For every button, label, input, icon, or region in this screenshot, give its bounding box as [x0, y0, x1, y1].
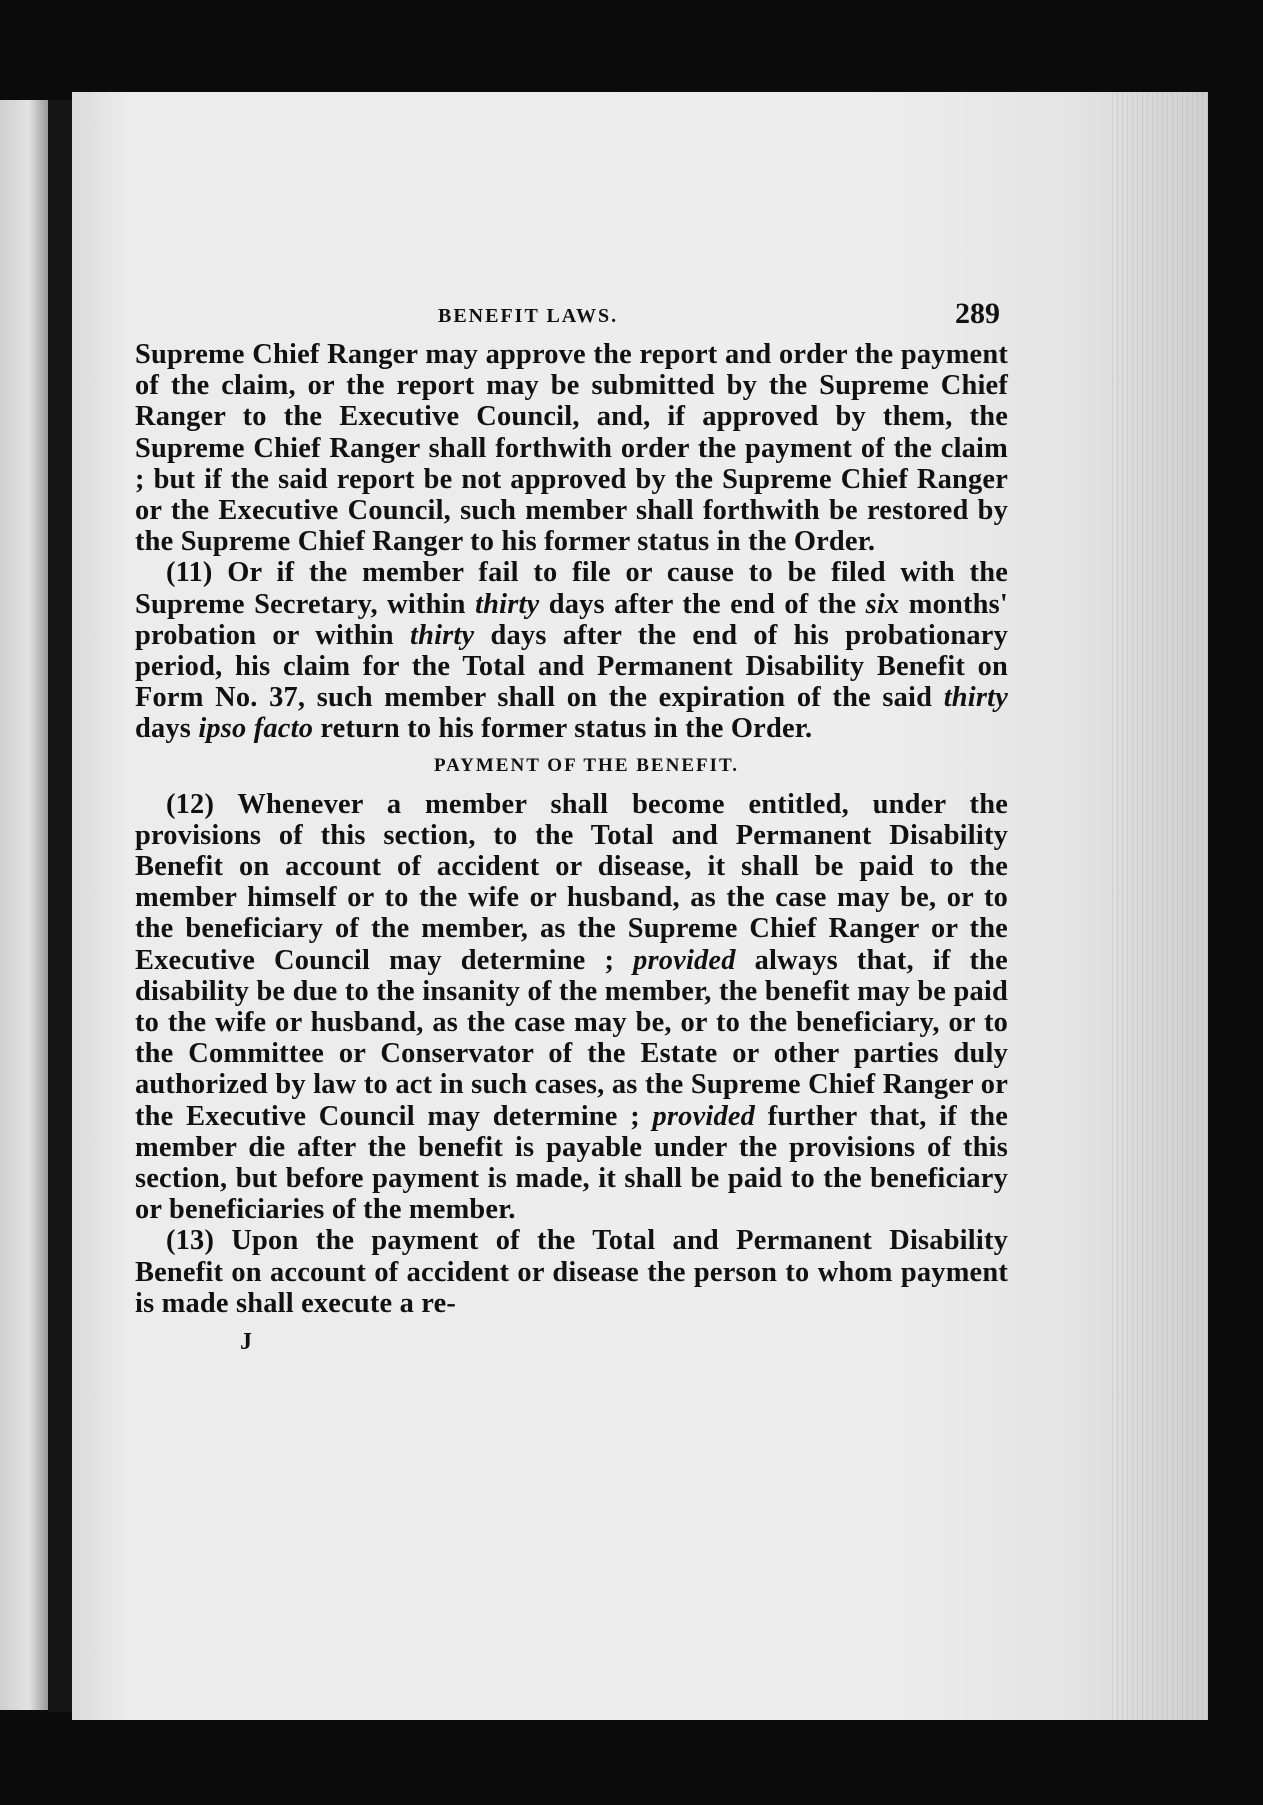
section-heading: PAYMENT OF THE BENEFIT.	[433, 754, 739, 776]
p11-text-4: days after the end of his probationary period, his claim for the Total and Permanent Disability Benefit on Form No. 37, such member shall on the expiration of the said	[135, 619, 1008, 714]
facing-page-edge	[0, 100, 48, 1710]
p11-italic-4: thirty	[943, 682, 1008, 714]
p12-text-1: (12) Whenever a member shall become entitled, under the provisions of this section, to the Total and Permanent Disability Benefit on account of accident or disease, it shall be paid to the member himself or to the wife or husband, as the case may be, or to the beneficiary of the member, as the Supreme Chief Ranger or the Executive Council may determine ;	[135, 788, 1008, 976]
p12-italic-2: provided	[652, 1100, 756, 1132]
running-head: BENEFIT LAWS.	[438, 305, 619, 327]
page-content	[135, 295, 1008, 1356]
p11-italic-5: ipso facto	[198, 713, 314, 745]
p11-text-2: days after the end of the	[539, 588, 866, 620]
book-page	[72, 92, 1208, 1720]
p11-text-3: months' probation or within	[135, 588, 1008, 651]
p11-text-6: return to his former status in the Order.	[313, 713, 813, 745]
p12-text-2: always that, if the disability be due to the insanity of the member, the benefit may be paid to the wife or husband, as the case may be, or to the beneficiary, or to the Committee or Conservator of the Estate or other parties duly authorized by law to act in such cases, as the Supreme Chief Ranger or the Executive Council may determine ;	[135, 944, 1008, 1132]
p11-text-5: days	[135, 713, 199, 745]
paragraph-12	[135, 789, 1008, 1226]
page-header	[135, 295, 1008, 339]
paragraph-continued: Supreme Chief Ranger may approve the report and order the payment of the claim, or the report may be submitted by the Supreme Chief Ranger to the Executive Council, and, if approved by them, the Supreme Chief Ranger shall forthwith order the payment of the claim ; but if the said report be not approved by the Supreme Chief Ranger or the Executive Council, such member shall forthwith be restored by the Supreme Chief Ranger to his former status in the Order.	[135, 339, 1008, 558]
p12-italic-1: provided	[633, 944, 736, 976]
paragraph-11	[135, 557, 1008, 744]
signature-mark: J	[240, 1329, 252, 1356]
p12-text-3: further that, if the member die after the benefit is payable under the provisions of this section, but before payment is made, it shall be paid to the beneficiary or beneficiaries of the member.	[135, 1100, 1009, 1226]
paragraph-13: (13) Upon the payment of the Total and Permanent Disability Benefit on account of accident or disease the person to whom payment is made shall execute a re-	[135, 1225, 1008, 1319]
page-number: 289	[955, 297, 1000, 330]
book-gutter	[48, 100, 72, 1712]
page-edge-shading	[1112, 92, 1208, 1720]
p11-italic-3: thirty	[410, 619, 475, 651]
p11-italic-1: thirty	[475, 588, 540, 620]
p11-text-1: (11) Or if the member fail to file or cause to be filed with the Supreme Secretary, within	[135, 557, 1008, 620]
p11-italic-2: six	[865, 588, 900, 620]
